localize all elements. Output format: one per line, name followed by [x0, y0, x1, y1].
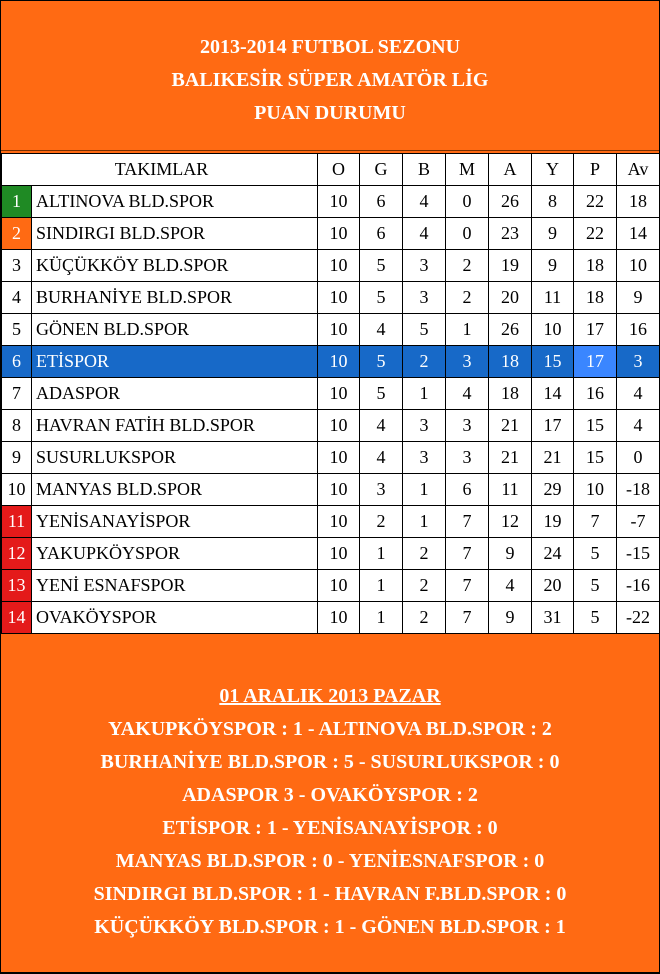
goals-for-cell: 26 — [489, 314, 532, 346]
team-name-cell: GÖNEN BLD.SPOR — [32, 314, 318, 346]
average-cell: -22 — [617, 602, 660, 634]
played-cell: 10 — [318, 506, 360, 538]
match-result: YAKUPKÖYSPOR : 1 - ALTINOVA BLD.SPOR : 2 — [108, 718, 552, 740]
lost-cell: 3 — [446, 346, 489, 378]
match-date: 01 ARALIK 2013 PAZAR — [219, 685, 441, 707]
league-title: BALIKESİR SÜPER AMATÖR LİG — [171, 69, 489, 91]
points-cell: 5 — [574, 538, 617, 570]
drawn-cell: 4 — [403, 218, 446, 250]
team-name-cell: YENİSANAYİSPOR — [32, 506, 318, 538]
drawn-cell: 2 — [403, 538, 446, 570]
points-cell: 22 — [574, 186, 617, 218]
won-cell: 3 — [360, 474, 403, 506]
goals-for-cell: 9 — [489, 602, 532, 634]
team-name-cell: SINDIRGI BLD.SPOR — [32, 218, 318, 250]
won-cell: 1 — [360, 570, 403, 602]
average-cell: 16 — [617, 314, 660, 346]
goals-against-cell: 11 — [532, 282, 574, 314]
won-cell: 6 — [360, 186, 403, 218]
standings-table — [1, 153, 660, 634]
goals-against-cell: 9 — [532, 250, 574, 282]
column-header-won: G — [360, 154, 403, 186]
average-cell: 4 — [617, 378, 660, 410]
column-header-teams: TAKIMLAR — [2, 154, 318, 186]
won-cell: 4 — [360, 442, 403, 474]
team-name-cell: YAKUPKÖYSPOR — [32, 538, 318, 570]
rank-cell: 5 — [2, 314, 32, 346]
column-header-points: P — [574, 154, 617, 186]
standings-title: PUAN DURUMU — [254, 102, 406, 124]
match-result: SINDIRGI BLD.SPOR : 1 - HAVRAN F.BLD.SPOR : 0 — [93, 883, 567, 905]
lost-cell: 6 — [446, 474, 489, 506]
won-cell: 2 — [360, 506, 403, 538]
lost-cell: 7 — [446, 538, 489, 570]
rank-cell: 13 — [2, 570, 32, 602]
column-header-lost: M — [446, 154, 489, 186]
lost-cell: 7 — [446, 570, 489, 602]
goals-for-cell: 18 — [489, 378, 532, 410]
points-cell: 5 — [574, 570, 617, 602]
rank-cell: 12 — [2, 538, 32, 570]
table-header-row — [2, 154, 660, 186]
average-cell: 10 — [617, 250, 660, 282]
goals-for-cell: 21 — [489, 410, 532, 442]
played-cell: 10 — [318, 538, 360, 570]
points-cell: 18 — [574, 250, 617, 282]
goals-for-cell: 19 — [489, 250, 532, 282]
average-cell: -16 — [617, 570, 660, 602]
won-cell: 4 — [360, 410, 403, 442]
won-cell: 6 — [360, 218, 403, 250]
team-name-cell: KÜÇÜKKÖY BLD.SPOR — [32, 250, 318, 282]
table-row — [2, 410, 660, 442]
column-header-average: Av — [617, 154, 660, 186]
won-cell: 5 — [360, 250, 403, 282]
title-block — [1, 1, 659, 151]
team-name-cell: ADASPOR — [32, 378, 318, 410]
table-row — [2, 506, 660, 538]
match-result: ADASPOR 3 - OVAKÖYSPOR : 2 — [182, 784, 478, 806]
drawn-cell: 2 — [403, 570, 446, 602]
goals-against-cell: 20 — [532, 570, 574, 602]
match-result: BURHANİYE BLD.SPOR : 5 - SUSURLUKSPOR : 0 — [100, 751, 560, 773]
lost-cell: 0 — [446, 218, 489, 250]
table-row — [2, 474, 660, 506]
won-cell: 5 — [360, 346, 403, 378]
rank-cell: 4 — [2, 282, 32, 314]
results-block — [1, 663, 659, 944]
won-cell: 1 — [360, 538, 403, 570]
played-cell: 10 — [318, 250, 360, 282]
points-cell: 5 — [574, 602, 617, 634]
lost-cell: 1 — [446, 314, 489, 346]
goals-against-cell: 17 — [532, 410, 574, 442]
table-row — [2, 218, 660, 250]
rank-cell: 10 — [2, 474, 32, 506]
goals-for-cell: 4 — [489, 570, 532, 602]
season-title: 2013-2014 FUTBOL SEZONU — [199, 36, 461, 58]
goals-for-cell: 9 — [489, 538, 532, 570]
lost-cell: 3 — [446, 442, 489, 474]
goals-for-cell: 12 — [489, 506, 532, 538]
average-cell: 18 — [617, 186, 660, 218]
points-cell: 17 — [574, 314, 617, 346]
column-header-drawn: B — [403, 154, 446, 186]
team-name-cell: MANYAS BLD.SPOR — [32, 474, 318, 506]
goals-for-cell: 26 — [489, 186, 532, 218]
points-cell: 16 — [574, 378, 617, 410]
goals-against-cell: 9 — [532, 218, 574, 250]
average-cell: 14 — [617, 218, 660, 250]
table-row — [2, 538, 660, 570]
goals-against-cell: 24 — [532, 538, 574, 570]
drawn-cell: 1 — [403, 378, 446, 410]
points-cell: 17 — [574, 346, 617, 378]
played-cell: 10 — [318, 378, 360, 410]
rank-cell: 6 — [2, 346, 32, 378]
lost-cell: 0 — [446, 186, 489, 218]
goals-against-cell: 8 — [532, 186, 574, 218]
table-row — [2, 602, 660, 634]
goals-against-cell: 14 — [532, 378, 574, 410]
goals-for-cell: 11 — [489, 474, 532, 506]
won-cell: 5 — [360, 282, 403, 314]
lost-cell: 7 — [446, 602, 489, 634]
points-cell: 10 — [574, 474, 617, 506]
drawn-cell: 2 — [403, 346, 446, 378]
column-header-goals-for: A — [489, 154, 532, 186]
team-name-cell: HAVRAN FATİH BLD.SPOR — [32, 410, 318, 442]
drawn-cell: 5 — [403, 314, 446, 346]
drawn-cell: 4 — [403, 186, 446, 218]
lost-cell: 3 — [446, 410, 489, 442]
points-cell: 15 — [574, 410, 617, 442]
drawn-cell: 3 — [403, 250, 446, 282]
won-cell: 1 — [360, 602, 403, 634]
match-results-list — [1, 713, 659, 944]
rank-cell: 2 — [2, 218, 32, 250]
match-result: ETİSPOR : 1 - YENİSANAYİSPOR : 0 — [162, 817, 498, 839]
goals-for-cell: 20 — [489, 282, 532, 314]
goals-against-cell: 10 — [532, 314, 574, 346]
points-cell: 15 — [574, 442, 617, 474]
team-name-cell: OVAKÖYSPOR — [32, 602, 318, 634]
goals-against-cell: 15 — [532, 346, 574, 378]
team-name-cell: YENİ ESNAFSPOR — [32, 570, 318, 602]
won-cell: 5 — [360, 378, 403, 410]
team-name-cell: BURHANİYE BLD.SPOR — [32, 282, 318, 314]
drawn-cell: 3 — [403, 410, 446, 442]
table-row — [2, 186, 660, 218]
lost-cell: 7 — [446, 506, 489, 538]
points-cell: 18 — [574, 282, 617, 314]
average-cell: -7 — [617, 506, 660, 538]
average-cell: 0 — [617, 442, 660, 474]
column-header-goals-against: Y — [532, 154, 574, 186]
drawn-cell: 2 — [403, 602, 446, 634]
rank-cell: 8 — [2, 410, 32, 442]
lost-cell: 2 — [446, 282, 489, 314]
table-row — [2, 346, 660, 378]
played-cell: 10 — [318, 474, 360, 506]
rank-cell: 11 — [2, 506, 32, 538]
team-name-cell: ALTINOVA BLD.SPOR — [32, 186, 318, 218]
average-cell: 4 — [617, 410, 660, 442]
rank-cell: 1 — [2, 186, 32, 218]
average-cell: -18 — [617, 474, 660, 506]
played-cell: 10 — [318, 282, 360, 314]
drawn-cell: 3 — [403, 442, 446, 474]
drawn-cell: 1 — [403, 474, 446, 506]
drawn-cell: 1 — [403, 506, 446, 538]
played-cell: 10 — [318, 410, 360, 442]
played-cell: 10 — [318, 314, 360, 346]
lost-cell: 4 — [446, 378, 489, 410]
column-header-played: O — [318, 154, 360, 186]
points-cell: 22 — [574, 218, 617, 250]
goals-against-cell: 31 — [532, 602, 574, 634]
rank-cell: 7 — [2, 378, 32, 410]
goals-against-cell: 21 — [532, 442, 574, 474]
points-cell: 7 — [574, 506, 617, 538]
table-row — [2, 250, 660, 282]
lost-cell: 2 — [446, 250, 489, 282]
played-cell: 10 — [318, 442, 360, 474]
played-cell: 10 — [318, 570, 360, 602]
average-cell: 9 — [617, 282, 660, 314]
team-name-cell: ETİSPOR — [32, 346, 318, 378]
played-cell: 10 — [318, 346, 360, 378]
played-cell: 10 — [318, 218, 360, 250]
played-cell: 10 — [318, 186, 360, 218]
goals-for-cell: 21 — [489, 442, 532, 474]
standings-sheet — [1, 1, 659, 972]
drawn-cell: 3 — [403, 282, 446, 314]
goals-against-cell: 19 — [532, 506, 574, 538]
rank-cell: 3 — [2, 250, 32, 282]
table-row — [2, 570, 660, 602]
goals-against-cell: 29 — [532, 474, 574, 506]
match-result: KÜÇÜKKÖY BLD.SPOR : 1 - GÖNEN BLD.SPOR : 1 — [94, 916, 566, 938]
table-row — [2, 378, 660, 410]
average-cell: -15 — [617, 538, 660, 570]
table-row — [2, 442, 660, 474]
won-cell: 4 — [360, 314, 403, 346]
average-cell: 3 — [617, 346, 660, 378]
rank-cell: 9 — [2, 442, 32, 474]
table-row — [2, 282, 660, 314]
rank-cell: 14 — [2, 602, 32, 634]
table-row — [2, 314, 660, 346]
team-name-cell: SUSURLUKSPOR — [32, 442, 318, 474]
match-result: MANYAS BLD.SPOR : 0 - YENİESNAFSPOR : 0 — [115, 850, 545, 872]
goals-for-cell: 23 — [489, 218, 532, 250]
played-cell: 10 — [318, 602, 360, 634]
goals-for-cell: 18 — [489, 346, 532, 378]
